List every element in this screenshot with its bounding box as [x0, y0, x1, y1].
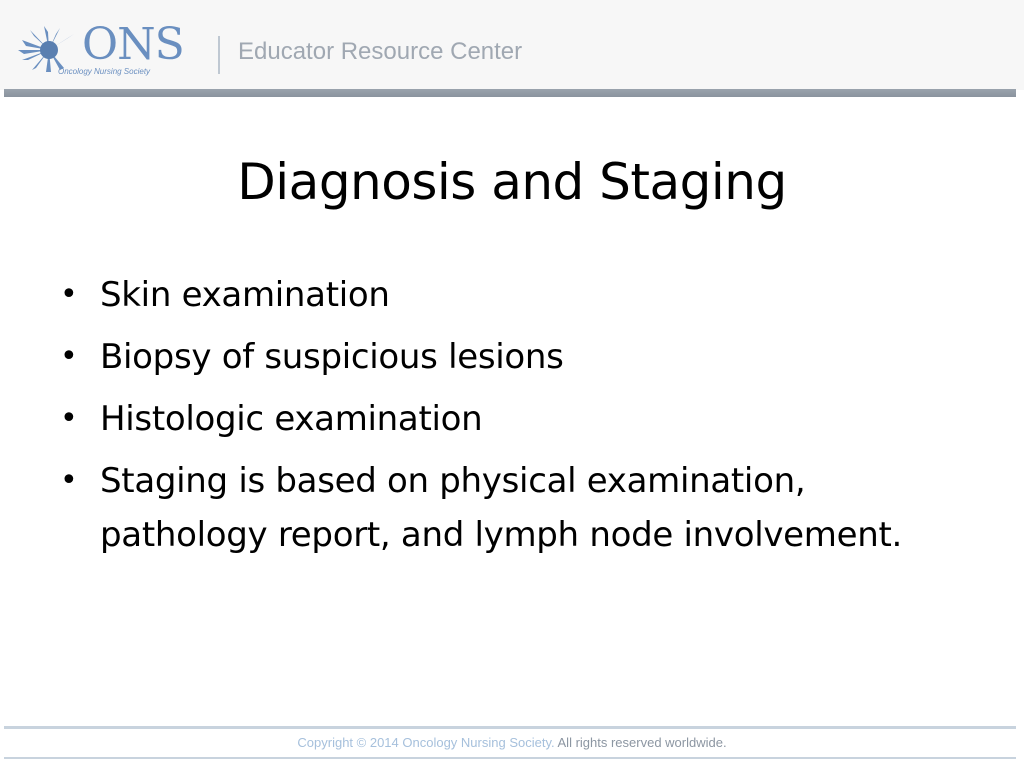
bullet-item	[60, 454, 920, 562]
bullet-list	[60, 268, 920, 570]
slide-title: Diagnosis and Staging	[237, 153, 787, 211]
footer	[0, 735, 1024, 750]
footer-divider-bottom	[4, 757, 1016, 759]
ons-logo-subtitle: Oncology Nursing Society	[58, 67, 151, 76]
bullet-item	[60, 268, 920, 322]
footer-rights: All rights reserved worldwide.	[557, 735, 727, 750]
bullet-text: Skin examination	[100, 275, 390, 315]
header-separator	[218, 36, 220, 74]
footer-copyright: Copyright © 2014 Oncology Nursing Society.	[297, 735, 555, 750]
footer-divider-top	[4, 726, 1016, 729]
header-divider	[4, 89, 1016, 97]
bullet-icon: •	[60, 277, 78, 312]
bullet-icon: •	[60, 463, 78, 498]
header-banner	[0, 0, 1024, 90]
ons-logo-text: ONS	[82, 19, 184, 70]
bullet-text: Histologic examination	[100, 399, 483, 439]
bullet-text: Staging is based on physical examination, pathology report, and lymph node involvement.	[100, 461, 903, 555]
bullet-icon: •	[60, 339, 78, 374]
ons-logo	[18, 19, 218, 80]
bullet-item	[60, 330, 920, 384]
bullet-item	[60, 392, 920, 446]
header-title: Educator Resource Center	[238, 38, 523, 65]
bullet-text: Biopsy of suspicious lesions	[100, 337, 564, 377]
bullet-icon: •	[60, 401, 78, 436]
